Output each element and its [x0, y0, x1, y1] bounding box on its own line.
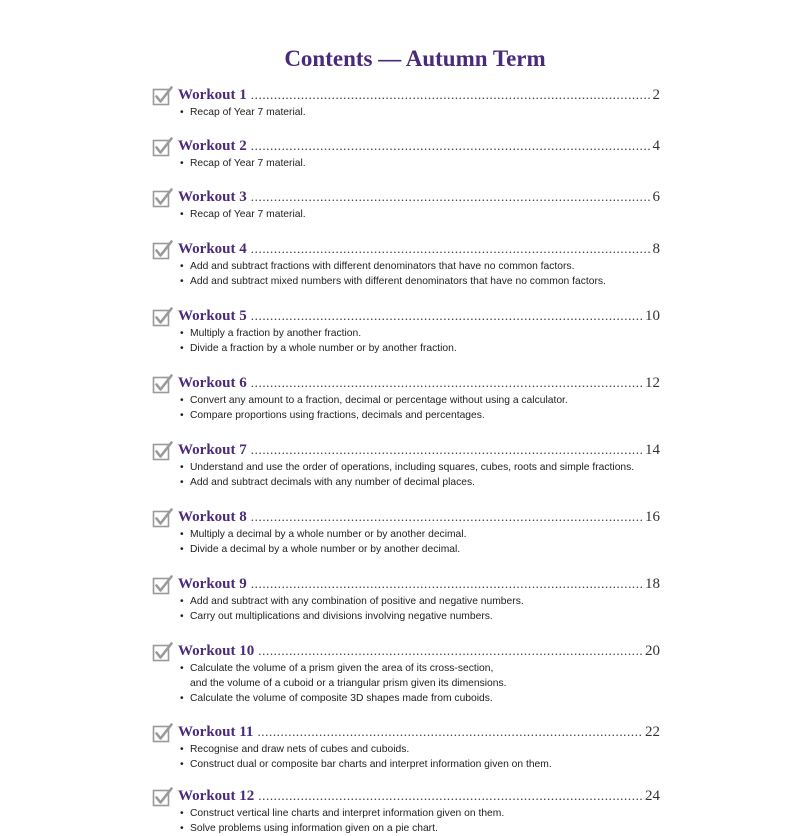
checkbox-tick-icon — [152, 722, 174, 744]
learning-objectives — [178, 393, 660, 423]
page-number: 14 — [645, 442, 660, 458]
toc-entry — [150, 135, 660, 171]
objective-item: • Construct vertical line charts and interpret information given on them. — [178, 806, 660, 821]
toc-entry-heading — [178, 506, 660, 527]
objective-item: • Carry out multiplications and divisions involving negative numbers. — [178, 609, 660, 624]
workout-title: Workout 2 — [178, 138, 247, 154]
workout-title: Workout 9 — [178, 576, 247, 592]
dot-leader — [251, 439, 643, 460]
page-number: 8 — [652, 241, 660, 257]
objective-item: • Recognise and draw nets of cubes and cuboids. — [178, 742, 660, 757]
page-number: 18 — [645, 576, 660, 592]
page-number: 16 — [645, 509, 660, 525]
page-title: Contents — Autumn Term — [284, 46, 546, 71]
objective-item: • Calculate the volume of composite 3D shapes made from cuboids. — [178, 691, 660, 706]
checkbox-tick-icon — [152, 136, 174, 158]
objective-item: • Add and subtract fractions with different denominators that have no common factors. — [178, 259, 660, 274]
workout-title: Workout 7 — [178, 442, 247, 458]
objective-item: • Add and subtract mixed numbers with different denominators that have no common factors. — [178, 274, 660, 289]
learning-objectives — [178, 594, 660, 624]
objective-item: • Multiply a fraction by another fraction. — [178, 326, 660, 341]
checkbox-tick-icon — [152, 507, 174, 529]
learning-objectives — [178, 806, 660, 836]
dot-leader — [258, 640, 643, 661]
learning-objectives — [178, 207, 660, 222]
checkbox-tick-icon — [152, 574, 174, 596]
objective-item: • Divide a fraction by a whole number or by another fraction. — [178, 341, 660, 356]
toc-entry — [150, 372, 660, 423]
learning-objectives — [178, 742, 660, 772]
toc-entry — [150, 785, 660, 836]
objective-item: • Compare proportions using fractions, decimals and percentages. — [178, 408, 660, 423]
table-of-contents — [150, 84, 660, 836]
toc-entry-heading — [178, 785, 660, 806]
toc-entry-heading — [178, 84, 660, 105]
checkbox-tick-icon — [152, 85, 174, 107]
workout-title: Workout 6 — [178, 375, 247, 391]
checkbox-tick-icon — [152, 786, 174, 808]
toc-entry-heading — [178, 186, 660, 207]
page-number: 24 — [645, 788, 660, 804]
workout-title: Workout 3 — [178, 189, 247, 205]
toc-entry-heading — [178, 305, 660, 326]
toc-entry — [150, 305, 660, 356]
toc-entry — [150, 439, 660, 490]
dot-leader — [251, 186, 651, 207]
objective-item: • Construct dual or composite bar charts and interpret information given on them. — [178, 757, 660, 772]
toc-entry-heading — [178, 238, 660, 259]
toc-entry — [150, 186, 660, 222]
workout-title: Workout 1 — [178, 87, 247, 103]
toc-entry-heading — [178, 135, 660, 156]
checkbox-tick-icon — [152, 641, 174, 663]
dot-leader — [251, 135, 651, 156]
objective-item: • Multiply a decimal by a whole number or by another decimal. — [178, 527, 660, 542]
checkbox-tick-icon — [152, 440, 174, 462]
learning-objectives — [178, 527, 660, 557]
objective-item: and the volume of a cuboid or a triangular prism given its dimensions. — [190, 678, 507, 689]
toc-entry-heading — [178, 640, 660, 661]
toc-entry — [150, 506, 660, 557]
workout-title: Workout 4 — [178, 241, 247, 257]
toc-entry-heading — [178, 372, 660, 393]
learning-objectives — [178, 326, 660, 356]
workout-title: Workout 10 — [178, 643, 255, 659]
workout-title: Workout 12 — [178, 788, 255, 804]
dot-leader — [251, 573, 643, 594]
objective-item: • Solve problems using information given on a pie chart. — [178, 821, 660, 836]
workout-title: Workout 5 — [178, 308, 247, 324]
objective-item: • Convert any amount to a fraction, decimal or percentage without using a calculator. — [178, 393, 660, 408]
toc-entry — [150, 640, 660, 706]
toc-entry — [150, 721, 660, 772]
toc-entry — [150, 84, 660, 120]
dot-leader — [258, 785, 643, 806]
toc-entry — [150, 573, 660, 624]
toc-entry-heading — [178, 439, 660, 460]
objective-item: • Recap of Year 7 material. — [178, 207, 660, 222]
dot-leader — [251, 506, 643, 527]
learning-objectives — [178, 259, 660, 289]
dot-leader — [257, 721, 643, 742]
dot-leader — [251, 238, 651, 259]
checkbox-tick-icon — [152, 306, 174, 328]
dot-leader — [251, 305, 643, 326]
learning-objectives — [178, 156, 660, 171]
objective-item: • Add and subtract with any combination of positive and negative numbers. — [178, 594, 660, 609]
page-number: 22 — [645, 724, 660, 740]
page-number: 20 — [645, 643, 660, 659]
objective-item: • Understand and use the order of operations, including squares, cubes, roots and simple fractions. — [178, 460, 660, 475]
objective-item: • Recap of Year 7 material. — [178, 156, 660, 171]
page-number: 12 — [645, 375, 660, 391]
dot-leader — [251, 84, 651, 105]
toc-entry-heading — [178, 721, 660, 742]
checkbox-tick-icon — [152, 187, 174, 209]
page-number: 4 — [652, 138, 660, 154]
objective-item: • Add and subtract decimals with any number of decimal places. — [178, 475, 660, 490]
page-number: 6 — [652, 189, 660, 205]
checkbox-tick-icon — [152, 373, 174, 395]
objective-item: • Divide a decimal by a whole number or by another decimal. — [178, 542, 660, 557]
page-number: 2 — [652, 87, 660, 103]
toc-entry — [150, 238, 660, 289]
objective-item: • Calculate the volume of a prism given the area of its cross-section, — [178, 661, 660, 676]
checkbox-tick-icon — [152, 239, 174, 261]
objective-item: • Recap of Year 7 material. — [178, 105, 660, 120]
workout-title: Workout 8 — [178, 509, 247, 525]
learning-objectives — [178, 460, 660, 490]
learning-objectives — [178, 661, 660, 706]
toc-entry-heading — [178, 573, 660, 594]
page-number: 10 — [645, 308, 660, 324]
dot-leader — [251, 372, 643, 393]
learning-objectives — [178, 105, 660, 120]
workout-title: Workout 11 — [178, 724, 254, 740]
